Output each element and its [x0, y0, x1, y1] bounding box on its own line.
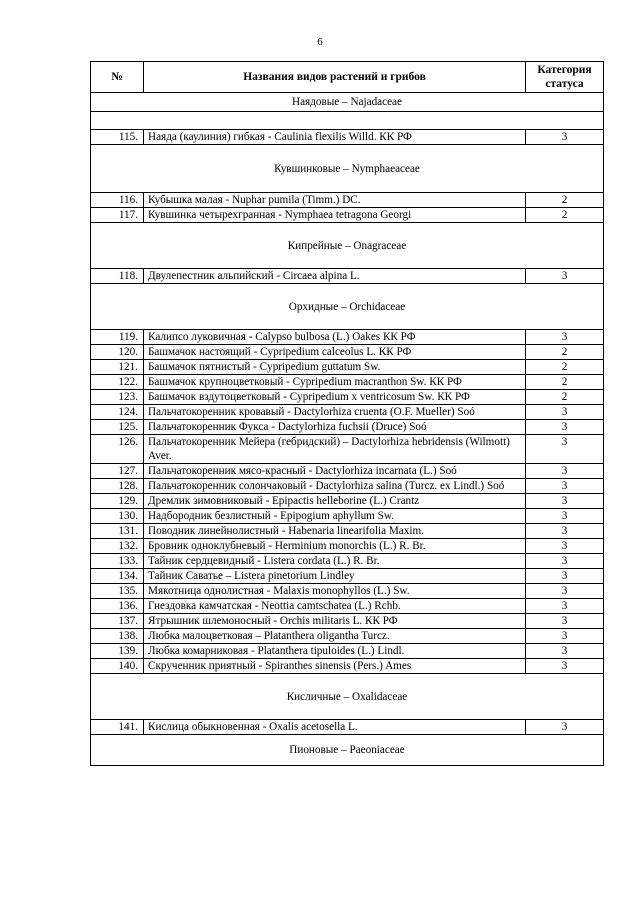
- species-number: 122.: [91, 375, 144, 390]
- species-number: 125.: [91, 420, 144, 435]
- status-category: 3: [526, 659, 604, 674]
- spacer-cell: [91, 112, 604, 130]
- species-row: [91, 644, 604, 659]
- species-name: Тайник сердцевидный - Listera cordata (L.) R. Br.: [144, 554, 526, 569]
- status-category: 3: [526, 420, 604, 435]
- species-row: [91, 494, 604, 509]
- species-name: Пальчатокоренник Фукса - Dactylorhiza fuchsii (Druce) Soó: [144, 420, 526, 435]
- status-category: 3: [526, 614, 604, 629]
- family-row: [91, 735, 604, 766]
- species-row: [91, 554, 604, 569]
- species-name: Наяда (каулиния) гибкая - Caulinia flexilis Willd. КК РФ: [144, 130, 526, 145]
- table-header-row: [91, 62, 604, 93]
- status-category: 3: [526, 584, 604, 599]
- family-row: [91, 93, 604, 112]
- status-category: 3: [526, 405, 604, 420]
- species-name: Башмачок пятнистый - Cypripedium guttatum Sw.: [144, 360, 526, 375]
- status-category: 3: [526, 330, 604, 345]
- species-number: 134.: [91, 569, 144, 584]
- species-name: Пальчатокоренник кровавый - Dactylorhiza cruenta (O.F. Mueller) Soó: [144, 405, 526, 420]
- species-row: [91, 539, 604, 554]
- species-row: [91, 208, 604, 223]
- species-name: Двулепестник альпийский - Circaea alpina L.: [144, 269, 526, 284]
- species-row: [91, 330, 604, 345]
- species-row: [91, 509, 604, 524]
- status-category: 3: [526, 554, 604, 569]
- species-number: 133.: [91, 554, 144, 569]
- species-row: [91, 614, 604, 629]
- species-table: [90, 61, 604, 766]
- species-number: 130.: [91, 509, 144, 524]
- species-name: Пальчатокоренник солончаковый - Dactylorhiza salina (Turcz. ex Lindl.) Soó: [144, 479, 526, 494]
- species-number: 129.: [91, 494, 144, 509]
- species-row: [91, 435, 604, 464]
- species-name: Пальчатокоренник Мейера (гебридский) – Dactylorhiza hebridensis (Wilmott) Aver.: [144, 435, 526, 464]
- species-row: [91, 345, 604, 360]
- species-row: [91, 390, 604, 405]
- status-category: 2: [526, 208, 604, 223]
- species-name: Гнездовка камчатская - Neottia camtschatea (L.) Rchb.: [144, 599, 526, 614]
- species-row: [91, 269, 604, 284]
- header-status-category: Категория статуса: [526, 62, 604, 93]
- status-category: 3: [526, 509, 604, 524]
- family-name: Орхидные – Orchidaceae: [91, 284, 604, 330]
- species-number: 135.: [91, 584, 144, 599]
- species-name: Кувшинка четырехгранная - Nymphaea tetragona Georgi: [144, 208, 526, 223]
- species-number: 118.: [91, 269, 144, 284]
- spacer-row: [91, 112, 604, 130]
- species-number: 119.: [91, 330, 144, 345]
- status-category: 3: [526, 629, 604, 644]
- family-row: [91, 145, 604, 193]
- species-row: [91, 629, 604, 644]
- species-number: 132.: [91, 539, 144, 554]
- status-category: 3: [526, 494, 604, 509]
- species-number: 137.: [91, 614, 144, 629]
- species-name: Ятрышник шлемоносный - Orchis militaris L. КК РФ: [144, 614, 526, 629]
- species-name: Пальчатокоренник мясо-красный - Dactylorhiza incarnata (L.) Soó: [144, 464, 526, 479]
- page-number: 6: [317, 36, 323, 48]
- species-row: [91, 659, 604, 674]
- species-row: [91, 420, 604, 435]
- species-name: Башмачок настоящий - Cypripedium calceolus L. КК РФ: [144, 345, 526, 360]
- status-category: 3: [526, 539, 604, 554]
- family-name: Кувшинковые – Nymphaeaceae: [91, 145, 604, 193]
- species-name: Кубышка малая - Nuphar pumila (Timm.) DC.: [144, 193, 526, 208]
- species-number: 136.: [91, 599, 144, 614]
- species-name: Мякотница однолистная - Malaxis monophyllos (L.) Sw.: [144, 584, 526, 599]
- species-number: 126.: [91, 435, 144, 464]
- family-name: Кисличные – Oxalidaceae: [91, 674, 604, 720]
- family-row: [91, 284, 604, 330]
- species-name: Любка комарниковая - Platanthera tipuloides (L.) Lindl.: [144, 644, 526, 659]
- status-category: 3: [526, 524, 604, 539]
- status-category: 2: [526, 360, 604, 375]
- status-category: 3: [526, 720, 604, 735]
- species-row: [91, 360, 604, 375]
- status-category: 3: [526, 269, 604, 284]
- species-name: Башмачок вздутоцветковый - Cypripedium x ventricosum Sw. КК РФ: [144, 390, 526, 405]
- species-row: [91, 524, 604, 539]
- header-species-name: Названия видов растений и грибов: [144, 62, 526, 93]
- status-category: 3: [526, 435, 604, 464]
- species-number: 115.: [91, 130, 144, 145]
- species-row: [91, 479, 604, 494]
- species-number: 127.: [91, 464, 144, 479]
- status-category: 3: [526, 479, 604, 494]
- status-category: 3: [526, 599, 604, 614]
- status-category: 2: [526, 193, 604, 208]
- species-row: [91, 599, 604, 614]
- species-number: 121.: [91, 360, 144, 375]
- status-category: 2: [526, 375, 604, 390]
- species-row: [91, 405, 604, 420]
- species-name: Надбородник безлистный - Epipogium aphyllum Sw.: [144, 509, 526, 524]
- species-number: 140.: [91, 659, 144, 674]
- family-name: Кипрейные – Onagraceae: [91, 223, 604, 269]
- species-number: 139.: [91, 644, 144, 659]
- header-number: №: [91, 62, 144, 93]
- family-name: Пионовые – Paeoniaceae: [91, 735, 604, 766]
- species-row: [91, 464, 604, 479]
- species-name: Дремлик зимовниковый - Epipactis helleborine (L.) Crantz: [144, 494, 526, 509]
- species-number: 141.: [91, 720, 144, 735]
- species-row: [91, 569, 604, 584]
- status-category: 2: [526, 390, 604, 405]
- species-name: Поводник линейнолистный - Habenaria linearifolia Maxim.: [144, 524, 526, 539]
- family-row: [91, 674, 604, 720]
- species-number: 128.: [91, 479, 144, 494]
- species-name: Калипсо луковичная - Calypso bulbosa (L.) Oakes КК РФ: [144, 330, 526, 345]
- species-name: Любка малоцветковая – Platanthera oligantha Turcz.: [144, 629, 526, 644]
- family-row: [91, 223, 604, 269]
- status-category: 2: [526, 345, 604, 360]
- status-category: 3: [526, 130, 604, 145]
- species-name: Башмачок крупноцветковый - Cypripedium macranthon Sw. КК РФ: [144, 375, 526, 390]
- species-name: Кислица обыкновенная - Oxalis acetosella L.: [144, 720, 526, 735]
- species-number: 138.: [91, 629, 144, 644]
- species-name: Тайник Саватье – Listera pinetorium Lindley: [144, 569, 526, 584]
- status-category: 3: [526, 569, 604, 584]
- status-category: 3: [526, 644, 604, 659]
- species-number: 124.: [91, 405, 144, 420]
- species-number: 117.: [91, 208, 144, 223]
- species-name: Бровник одноклубневый - Herminium monorchis (L.) R. Br.: [144, 539, 526, 554]
- species-row: [91, 375, 604, 390]
- species-row: [91, 130, 604, 145]
- species-row: [91, 193, 604, 208]
- status-category: 3: [526, 464, 604, 479]
- species-number: 131.: [91, 524, 144, 539]
- species-row: [91, 584, 604, 599]
- species-number: 120.: [91, 345, 144, 360]
- species-number: 116.: [91, 193, 144, 208]
- family-name: Наядовые – Najadaceae: [91, 93, 604, 112]
- species-row: [91, 720, 604, 735]
- species-name: Скрученник приятный - Spiranthes sinensis (Pers.) Ames: [144, 659, 526, 674]
- table-body: [91, 93, 604, 766]
- species-number: 123.: [91, 390, 144, 405]
